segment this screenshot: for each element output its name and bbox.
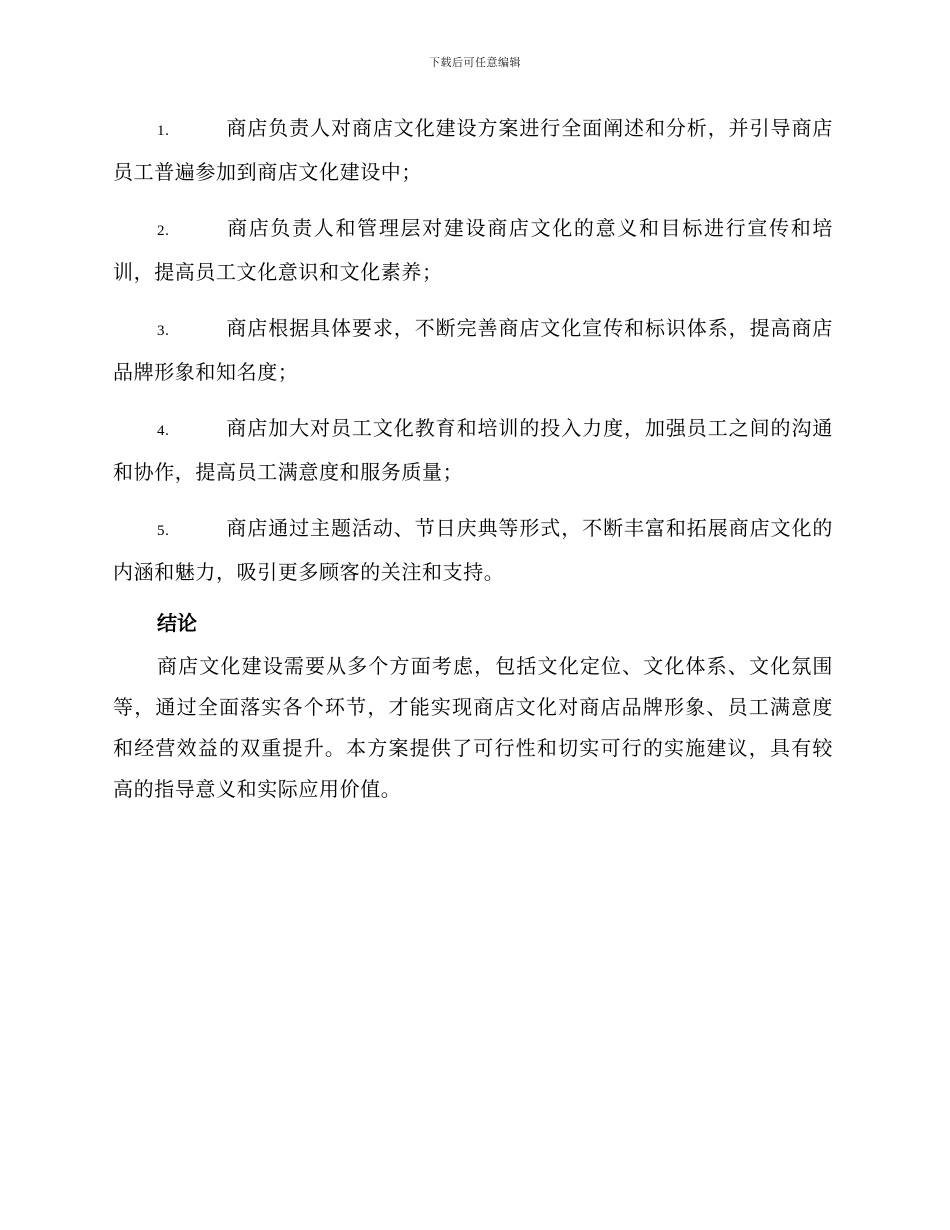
conclusion-heading: 结论: [157, 611, 197, 635]
list-item: [113, 208, 833, 293]
list-item: [113, 508, 833, 593]
list-item-text: 商店负责人和管理层对建设商店文化的意义和目标进行宣传和培训，提高员工文化意识和文化素养；: [113, 216, 833, 284]
list-item-text: 商店根据具体要求，不断完善商店文化宣传和标识体系，提高商店品牌形象和知名度；: [113, 316, 833, 384]
list-item-number: 1.: [157, 123, 170, 139]
list-item: [113, 308, 833, 393]
list-item-number: 2.: [157, 223, 170, 239]
list-item-number: 5.: [157, 523, 170, 539]
conclusion-paragraph: 商店文化建设需要从多个方面考虑，包括文化定位、文化体系、文化氛围等，通过全面落实各个环节，才能实现商店文化对商店品牌形象、员工满意度和经营效益的双重提升。本方案提供了可行性和切实可行的实施建议，具有较高的指导意义和实际应用价值。: [113, 654, 833, 801]
document-body: [113, 108, 833, 810]
list-item-number: 4.: [157, 423, 170, 439]
list-item-text: 商店通过主题活动、节日庆典等形式，不断丰富和拓展商店文化的内涵和魅力，吸引更多顾客的关注和支持。: [113, 516, 833, 584]
list-item: [113, 408, 833, 493]
page-header: 下载后可任意编辑: [429, 56, 521, 69]
list-item: [113, 108, 833, 193]
list-item-text: 商店负责人对商店文化建设方案进行全面阐述和分析，并引导商店员工普遍参加到商店文化建设中；: [113, 116, 833, 184]
list-item-number: 3.: [157, 323, 170, 339]
list-item-text: 商店加大对员工文化教育和培训的投入力度，加强员工之间的沟通和协作，提高员工满意度和服务质量；: [113, 416, 833, 484]
